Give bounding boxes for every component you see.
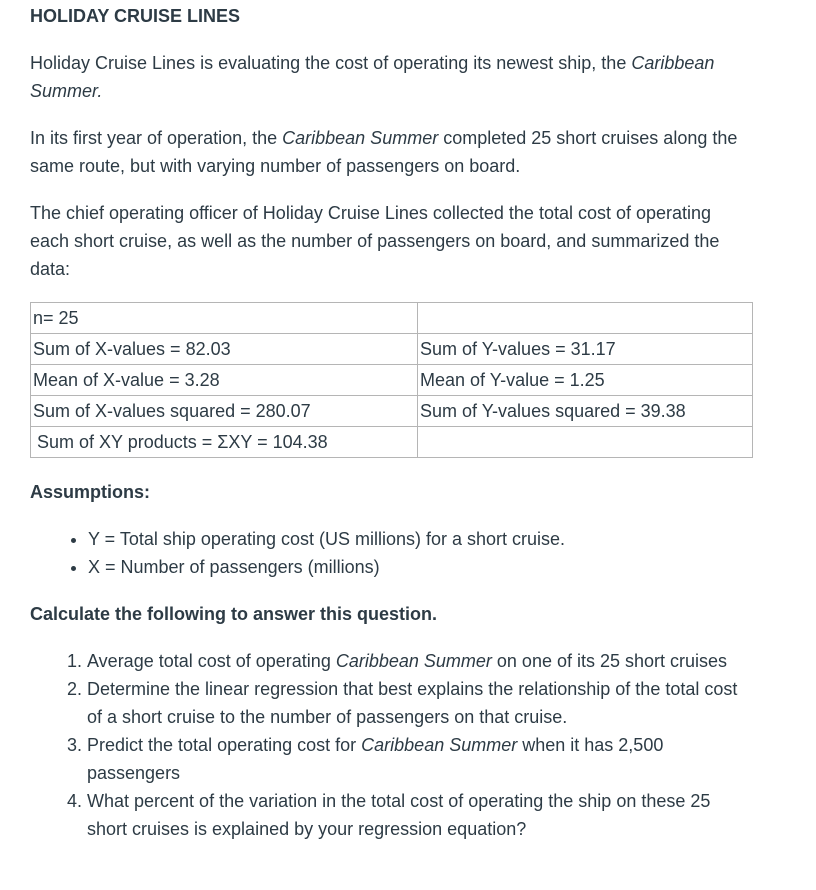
table-row — [31, 303, 753, 334]
table-cell: Sum of Y-values squared = 39.38 — [418, 396, 753, 427]
intro-text: completed 25 short cruises along the same route, but with varying number of passengers on board. — [30, 128, 738, 176]
list-item: 4. What percent of the variation in the total cost of operating the ship on these 25 short cruises is explained by your regression equation? — [87, 787, 751, 843]
question-text: Predict the total operating cost for — [87, 735, 362, 755]
table-row — [31, 396, 753, 427]
table-row — [31, 427, 753, 458]
table-cell — [418, 303, 753, 334]
table-row — [31, 334, 753, 365]
intro-paragraph-1 — [30, 49, 730, 105]
ship-name: Caribbean Summer — [335, 651, 492, 671]
table-cell: n= 25 — [31, 303, 418, 334]
list-item: • Y = Total ship operating cost (US millions) for a short cruise. — [88, 525, 786, 553]
list-item — [87, 647, 751, 675]
question-text: when it has 2,500 passengers — [87, 735, 664, 783]
assumptions-heading: Assumptions: — [30, 482, 151, 502]
intro-paragraph-3: The chief operating officer of Holiday Cruise Lines collected the total cost of operating each short cruise, as well as the number of passengers on board, and summarized the data: — [30, 203, 720, 279]
table-cell: Sum of X-values squared = 280.07 — [31, 396, 418, 427]
table-cell: Sum of X-values = 82.03 — [31, 334, 418, 365]
ship-name: Caribbean Summer. — [30, 53, 715, 101]
calculate-heading: Calculate the following to answer this question. — [30, 604, 438, 624]
list-item: • X = Number of passengers (millions) — [88, 553, 786, 581]
assumptions-list — [30, 525, 786, 581]
question-text: on one of its 25 short cruises — [491, 651, 728, 671]
summary-table — [30, 302, 753, 458]
questions-list — [30, 647, 751, 843]
intro-text: In its first year of operation, the — [30, 128, 283, 148]
list-item — [87, 731, 751, 787]
ship-name: Caribbean Summer — [361, 735, 518, 755]
table-cell — [418, 427, 753, 458]
table-cell: Sum of Y-values = 31.17 — [418, 334, 753, 365]
ship-name: Caribbean Summer — [282, 128, 439, 148]
intro-paragraph-2 — [30, 124, 770, 180]
table-cell: Mean of X-value = 3.28 — [31, 365, 418, 396]
question-text: Average total cost of operating — [87, 651, 336, 671]
table-row — [31, 365, 753, 396]
table-cell: Sum of XY products = ΣXY = 104.38 — [31, 427, 418, 458]
table-cell: Mean of Y-value = 1.25 — [418, 365, 753, 396]
page-title: HOLIDAY CRUISE LINES — [30, 6, 241, 26]
list-item: 2. Determine the linear regression that best explains the relationship of the total cost of a short cruise to the number of passengers on that cruise. — [87, 675, 751, 731]
intro-text: Holiday Cruise Lines is evaluating the cost of operating its newest ship, the — [30, 53, 632, 73]
